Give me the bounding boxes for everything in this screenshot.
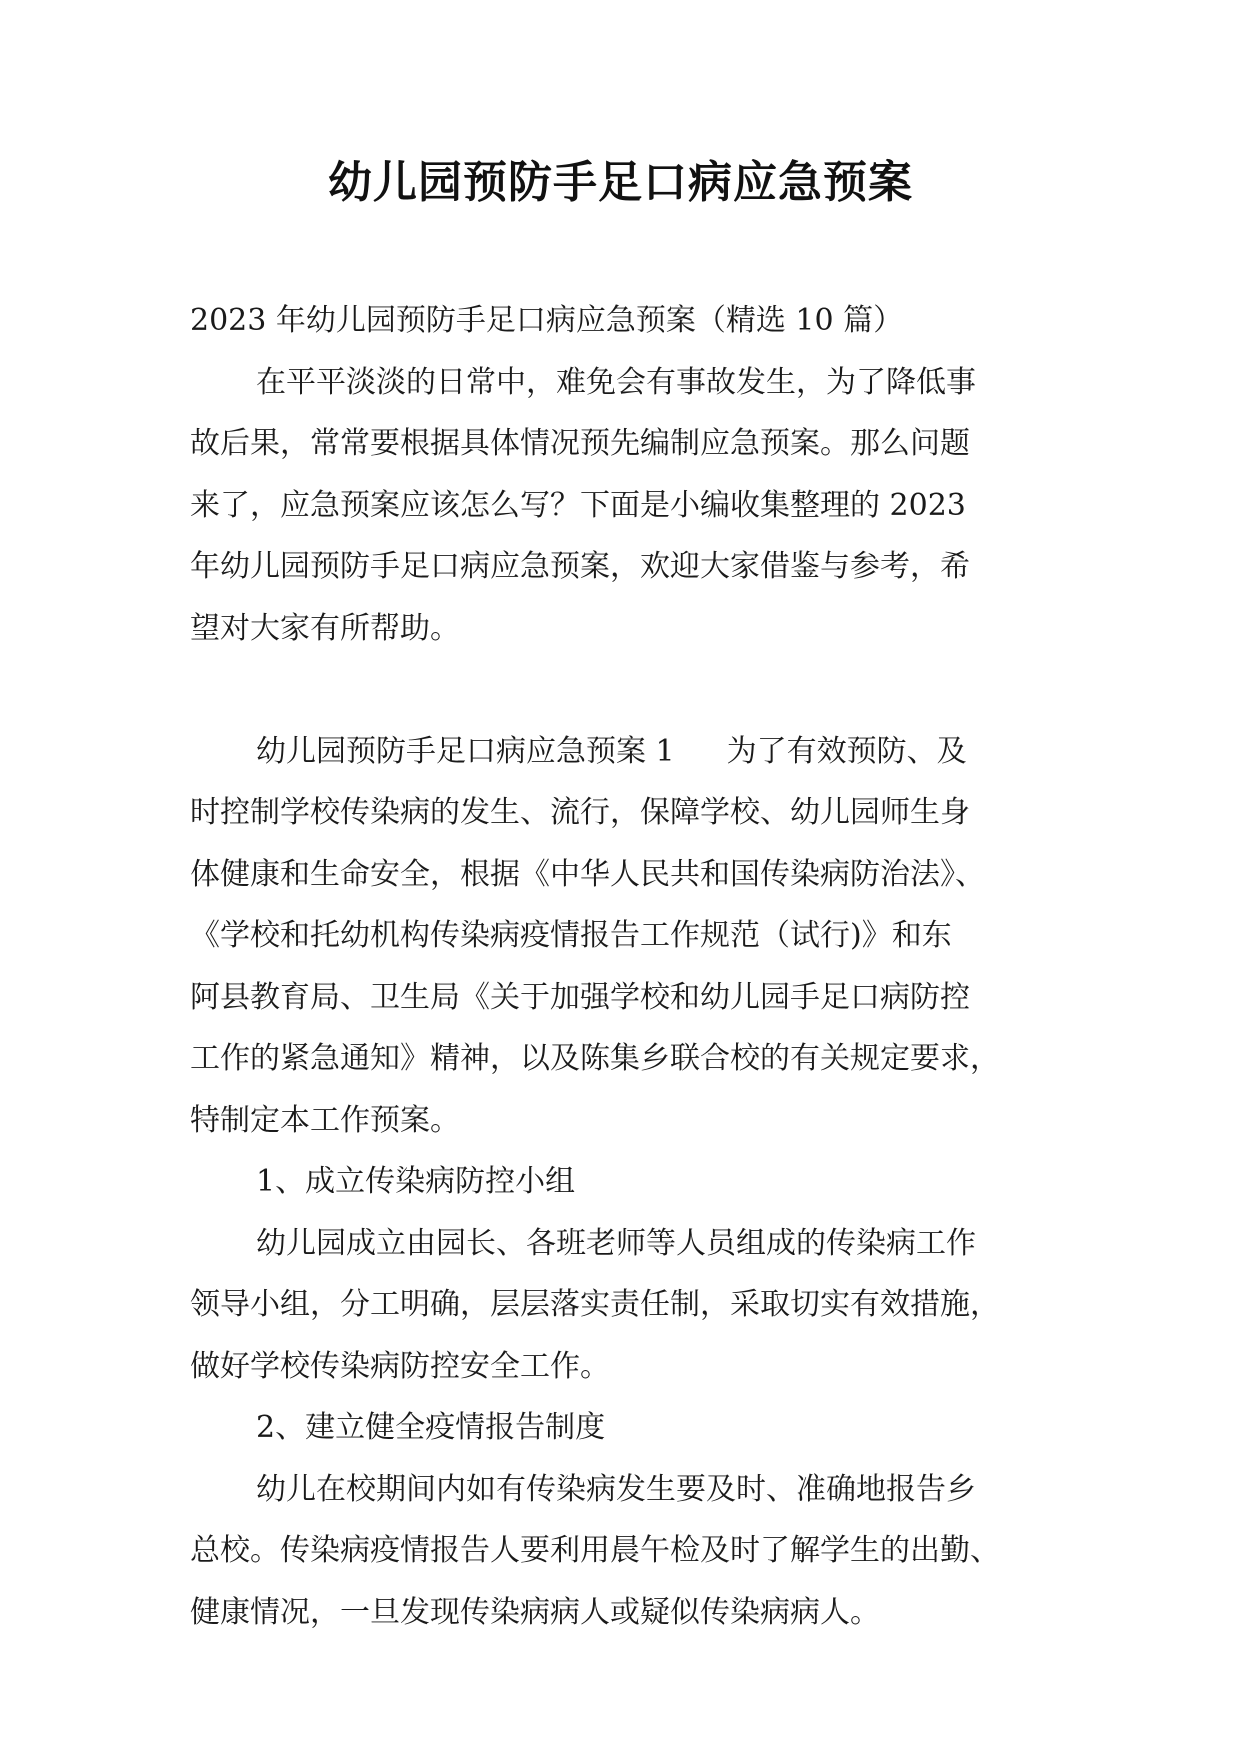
paragraph-spacer xyxy=(190,659,1050,721)
section-1-first-line-text: 为了有效预防、及 xyxy=(726,733,967,769)
item-2-line: 幼儿在校期间内如有传染病发生要及时、准确地报告乡 xyxy=(256,1471,976,1507)
intro-line: 望对大家有所帮助。 xyxy=(190,610,460,646)
section-1-line: 特制定本工作预案。 xyxy=(190,1102,460,1138)
item-1-heading: 1、成立传染病防控小组 xyxy=(256,1164,576,1199)
item-1-line: 幼儿园成立由园长、各班老师等人员组成的传染病工作 xyxy=(256,1225,976,1261)
document-subtitle: 2023 年幼儿园预防手足口病应急预案（精选 10 篇） xyxy=(190,303,904,338)
section-1-line: 阿县教育局、卫生局《关于加强学校和幼儿园手足口病防控 xyxy=(190,979,970,1015)
section-1-line: 时控制学校传染病的发生、流行，保障学校、幼儿园师生身 xyxy=(190,795,970,830)
item-1-line: 领导小组，分工明确，层层落实责任制，采取切实有效措施， xyxy=(190,1287,1000,1322)
document-title: 幼儿园预防手足口病应急预案 xyxy=(328,157,913,208)
item-2-heading: 2、建立健全疫情报告制度 xyxy=(256,1410,606,1445)
item-2-line: 健康情况，一旦发现传染病病人或疑似传染病病人。 xyxy=(190,1594,880,1630)
section-1-heading: 幼儿园预防手足口病应急预案 1 xyxy=(256,733,675,769)
intro-line: 在平平淡淡的日常中，难免会有事故发生，为了降低事 xyxy=(256,364,976,400)
section-1-first-line xyxy=(190,721,1050,783)
section-1-line: 《学校和托幼机构传染病疫情报告工作规范（试行)》和东 xyxy=(190,918,952,953)
intro-line: 来了，应急预案应该怎么写？下面是小编收集整理的 2023 xyxy=(190,487,966,523)
document-body xyxy=(190,290,1050,1643)
section-1-line: 体健康和生命安全，根据《中华人民共和国传染病防治法》、 xyxy=(190,856,985,892)
item-2-line: 总校。传染病疫情报告人要利用晨午检及时了解学生的出勤、 xyxy=(190,1533,1000,1568)
intro-line: 故后果，常常要根据具体情况预先编制应急预案。那么问题 xyxy=(190,426,970,461)
item-1-line: 做好学校传染病防控安全工作。 xyxy=(190,1348,610,1384)
section-1-line: 工作的紧急通知》精神，以及陈集乡联合校的有关规定要求， xyxy=(190,1041,1000,1076)
intro-line: 年幼儿园预防手足口病应急预案，欢迎大家借鉴与参考，希 xyxy=(190,549,970,584)
